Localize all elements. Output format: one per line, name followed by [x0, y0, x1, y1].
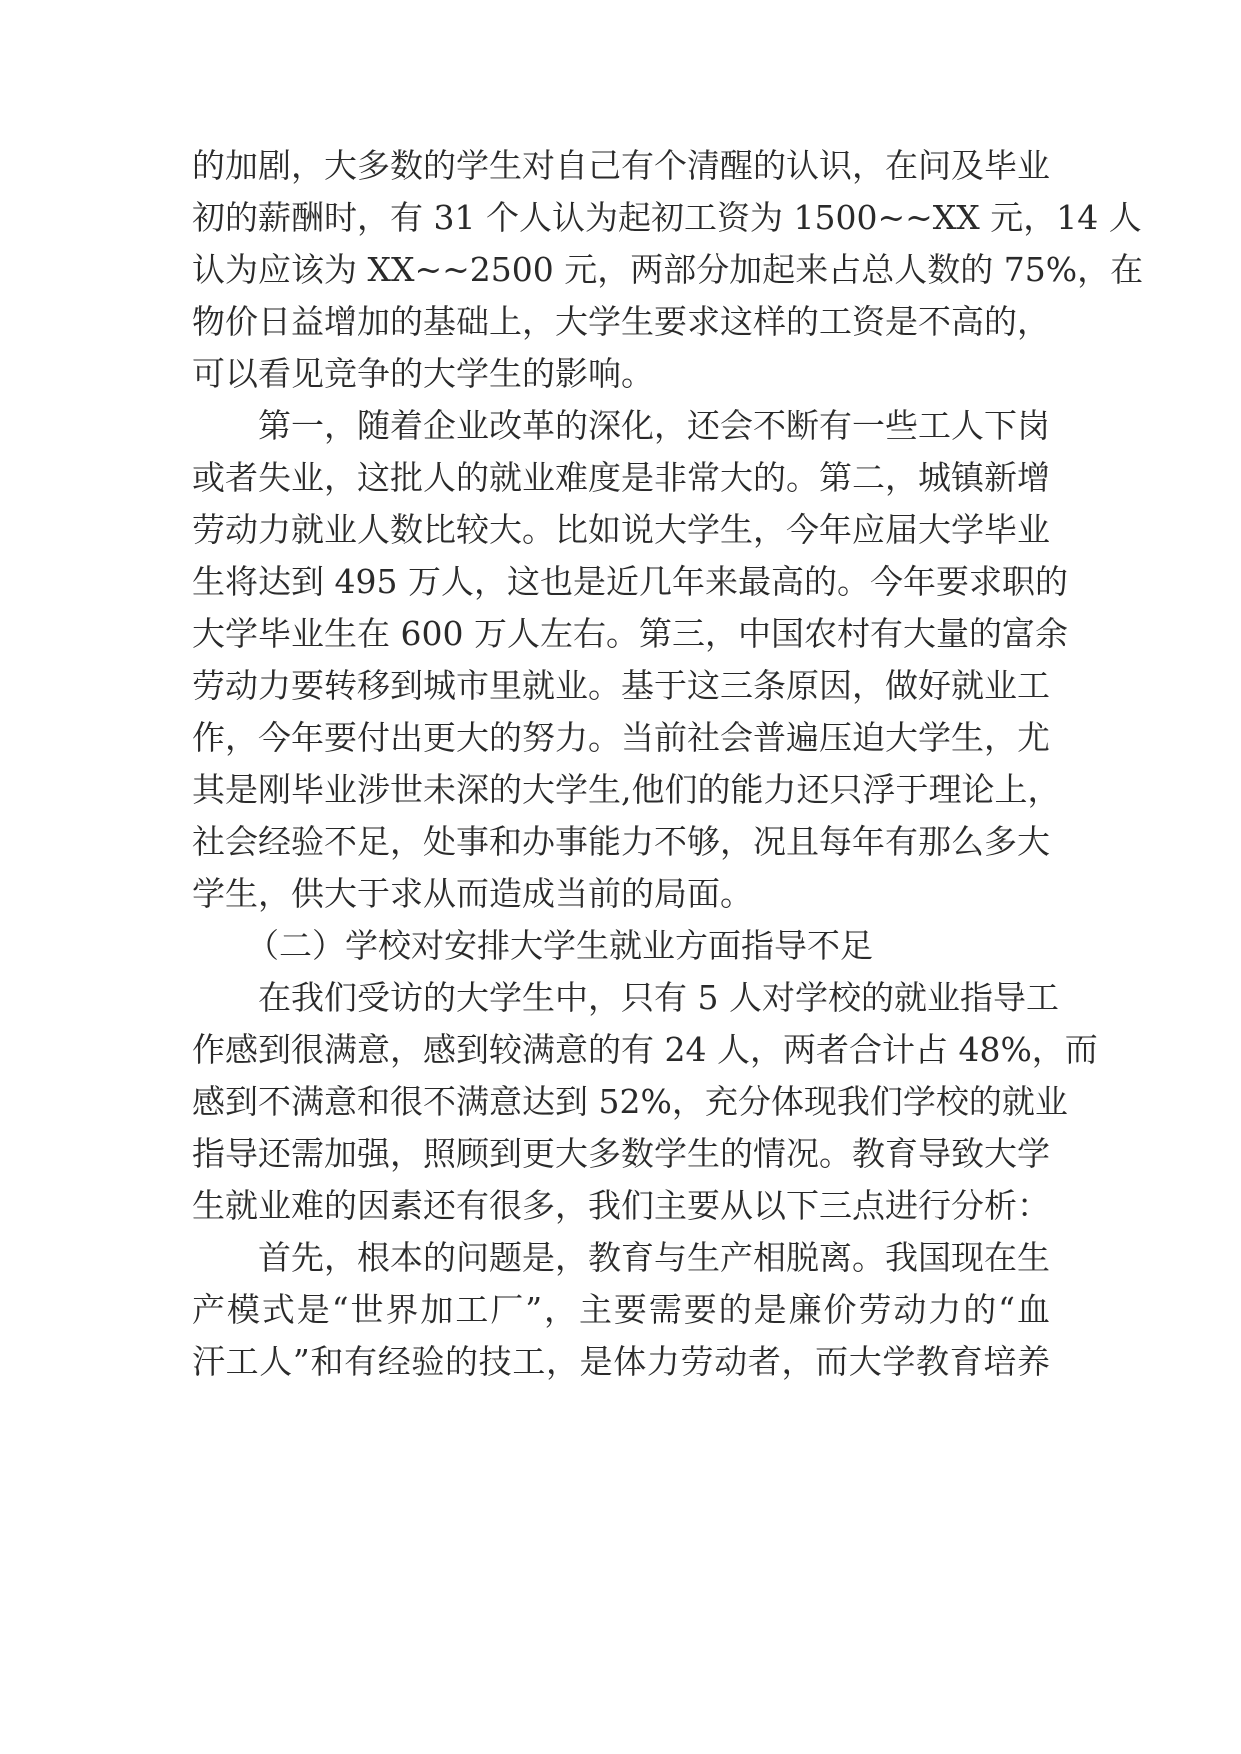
text-line: 指导还需加强，照顾到更大多数学生的情况。教育导致大学	[192, 1134, 1050, 1173]
paragraph-first-line: 在我们受访的大学生中，只有 5 人对学校的就业指导工	[258, 978, 1059, 1017]
text-line: 作感到很满意，感到较满意的有 24 人，两者合计占 48%，而	[192, 1030, 1098, 1069]
text-line: 大学毕业生在 600 万人左右。第三，中国农村有大量的富余	[192, 614, 1068, 653]
text-line: 其是刚毕业涉世未深的大学生,他们的能力还只浮于理论上，	[192, 770, 1061, 809]
text-line: 认为应该为 XX~~2500 元，两部分加起来占总人数的 75%，在	[192, 250, 1144, 289]
text-line: 汗工人”和有经验的技工，是体力劳动者，而大学教育培养	[192, 1342, 1050, 1381]
paragraph-first-line: 首先，根本的问题是，教育与生产相脱离。我国现在生	[258, 1238, 1050, 1277]
text-line: 产模式是“世界加工厂”，主要需要的是廉价劳动力的“血	[192, 1290, 1050, 1329]
text-line: 社会经验不足，处事和办事能力不够，况且每年有那么多大	[192, 822, 1050, 861]
text-line: 物价日益增加的基础上，大学生要求这样的工资是不高的，	[192, 302, 1050, 341]
text-line: 或者失业，这批人的就业难度是非常大的。第二，城镇新增	[192, 458, 1050, 497]
section-heading: （二）学校对安排大学生就业方面指导不足	[246, 926, 873, 965]
text-line: 初的薪酬时，有 31 个人认为起初工资为 1500~~XX 元，14 人	[192, 198, 1142, 237]
text-line: 生就业难的因素还有很多，我们主要从以下三点进行分析：	[192, 1186, 1050, 1225]
text-line: 作，今年要付出更大的努力。当前社会普遍压迫大学生，尤	[192, 718, 1050, 757]
text-line: 劳动力就业人数比较大。比如说大学生，今年应届大学毕业	[192, 510, 1050, 549]
text-line: 学生，供大于求从而造成当前的局面。	[192, 874, 753, 913]
paragraph-first-line: 第一，随着企业改革的深化，还会不断有一些工人下岗	[258, 406, 1050, 445]
text-line: 生将达到 495 万人，这也是近几年来最高的。今年要求职的	[192, 562, 1068, 601]
text-line: 可以看见竞争的大学生的影响。	[192, 354, 654, 393]
text-line: 劳动力要转移到城市里就业。基于这三条原因，做好就业工	[192, 666, 1050, 705]
text-line: 的加剧，大多数的学生对自己有个清醒的认识，在问及毕业	[192, 146, 1050, 185]
text-line: 感到不满意和很不满意达到 52%，充分体现我们学校的就业	[192, 1082, 1068, 1121]
